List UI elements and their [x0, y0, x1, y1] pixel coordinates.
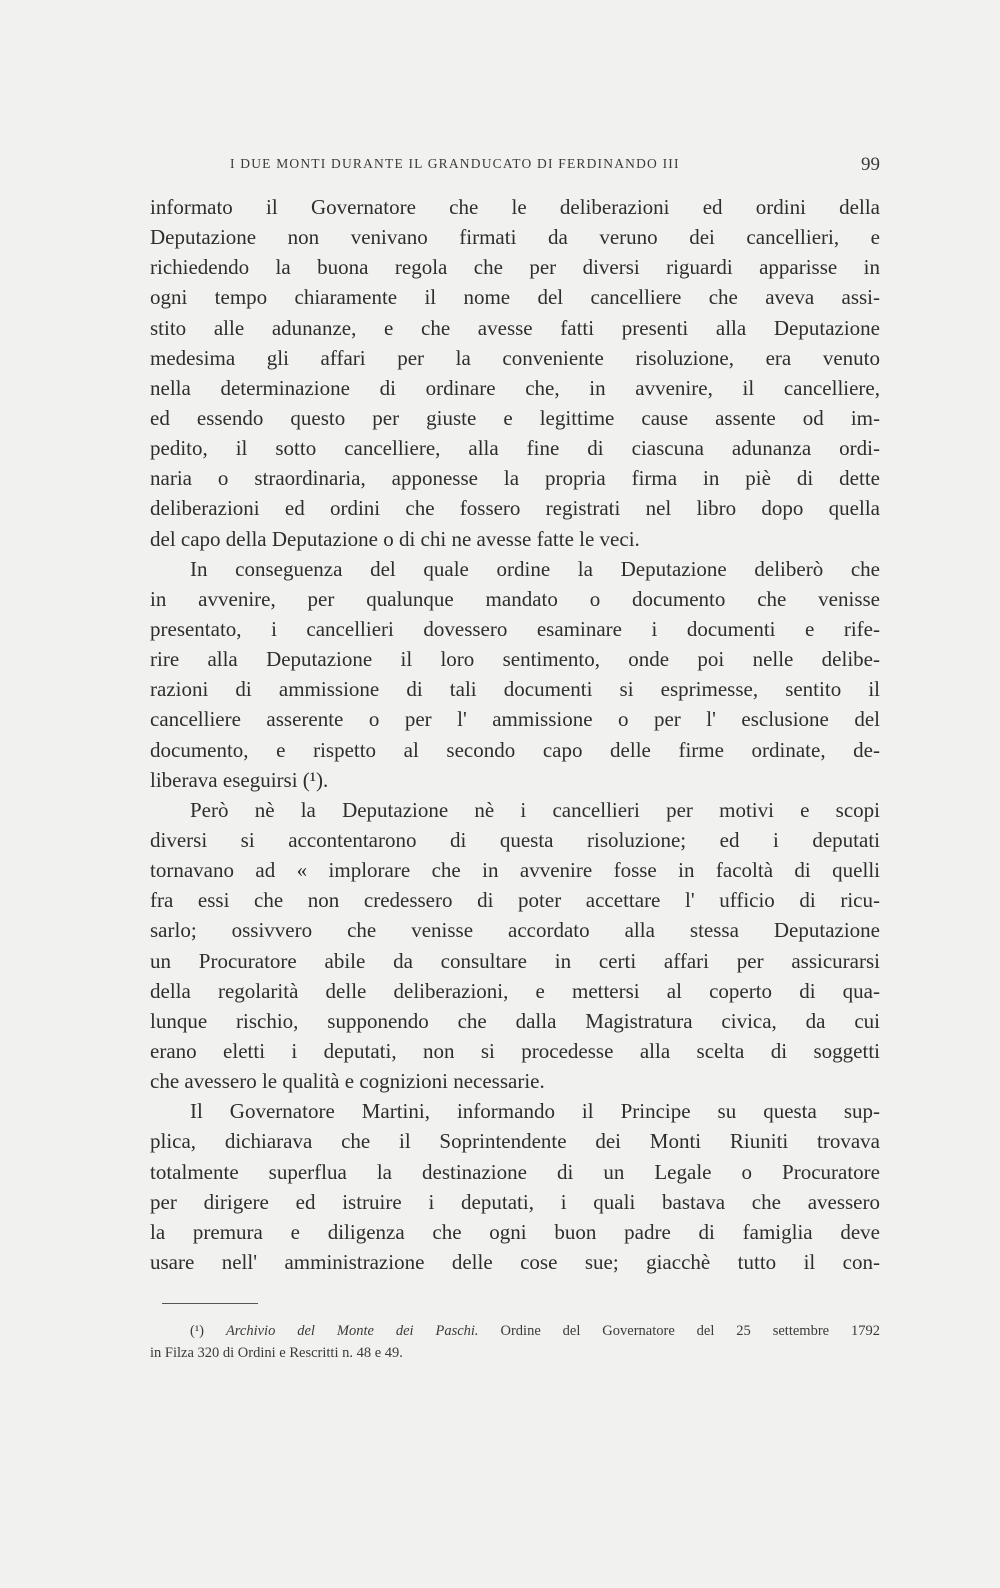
text-line: rire alla Deputazione il loro sentimento, onde poi nelle delibe-: [150, 647, 880, 672]
footnote-line: in Filza 320 di Ordini e Rescritti n. 48 e 49.: [150, 1345, 403, 1361]
text-line: in avvenire, per qualunque mandato o documento che venisse: [150, 586, 880, 611]
text-line: medesima gli affari per la conveniente risoluzione, era venuto: [150, 345, 880, 370]
text-line: pedito, il sotto cancelliere, alla fine di ciascuna adunanza ordi-: [150, 436, 880, 461]
text-line: deliberazioni ed ordini che fossero registrati nel libro dopo quella: [150, 496, 880, 521]
text-line: ed essendo questo per giuste e legittime cause assente od im-: [150, 405, 880, 430]
paragraph-start-line: Però nè la Deputazione nè i cancellieri per motivi e scopi: [190, 797, 880, 822]
text-line: presentato, i cancellieri dovessero esaminare i documenti e rife-: [150, 616, 880, 641]
text-line: razioni di ammissione di tali documenti si esprimesse, sentito il: [150, 677, 880, 702]
paragraph-start-line: In conseguenza del quale ordine la Deputazione deliberò che: [190, 556, 880, 581]
footnote-marker: (¹): [190, 1323, 205, 1339]
footnote-source: Archivio del Monte dei Paschi.: [225, 1323, 479, 1339]
text-line: un Procuratore abile da consultare in certi affari per assicurarsi: [150, 948, 880, 973]
text-line: plica, dichiarava che il Soprintendente dei Monti Riuniti trovava: [150, 1129, 880, 1154]
paragraph-end-line: liberava eseguirsi (¹).: [150, 767, 329, 792]
paragraph-end-line: del capo della Deputazione o di chi ne avesse fatte le veci.: [150, 526, 640, 551]
running-head: [150, 156, 880, 180]
text-line: stito alle adunanze, e che avesse fatti presenti alla Deputazione: [150, 315, 880, 340]
running-title: I DUE MONTI DURANTE IL GRANDUCATO DI FERDINANDO III: [230, 156, 680, 171]
text-line: Deputazione non venivano firmati da veruno dei cancellieri, e: [150, 225, 880, 250]
text-line: informato il Governatore che le deliberazioni ed ordini della: [150, 195, 880, 219]
text-line: totalmente superflua la destinazione di un Legale o Procuratore: [150, 1159, 880, 1184]
text-line: tornavano ad « implorare che in avvenire fosse in facoltà di quelli: [150, 858, 880, 883]
text-line: della regolarità delle deliberazioni, e mettersi al coperto di qua-: [150, 978, 880, 1003]
text-line: usare nell' amministrazione delle cose sue; giacchè tutto il con-: [150, 1249, 880, 1274]
paragraph-start-line: Il Governatore Martini, informando il Principe su questa sup-: [190, 1099, 880, 1124]
text-line: documento, e rispetto al secondo capo delle firme ordinate, de-: [150, 737, 880, 762]
text-line: cancelliere asserente o per l' ammissione o per l' esclusione del: [150, 707, 880, 732]
text-line: ogni tempo chiaramente il nome del cancelliere che aveva assi-: [150, 285, 880, 310]
text-line: la premura e diligenza che ogni buon padre di famiglia deve: [150, 1219, 880, 1244]
body-text: [150, 192, 880, 1277]
footnote-divider: [162, 1303, 258, 1304]
text-line: erano eletti i deputati, non si procedesse alla scelta di soggetti: [150, 1038, 880, 1063]
text-line: fra essi che non credessero di poter accettare l' ufficio di ricu-: [150, 888, 880, 913]
text-line: richiedendo la buona regola che per diversi riguardi apparisse in: [150, 255, 880, 280]
footnote-line: [150, 1320, 880, 1342]
paragraph-end-line: che avessero le qualità e cognizioni necessarie.: [150, 1069, 545, 1094]
text-line: per dirigere ed istruire i deputati, i quali bastava che avessero: [150, 1189, 880, 1214]
footnote-text: Ordine del Governatore del 25 settembre 1792: [500, 1323, 881, 1339]
text-line: diversi si accontentarono di questa risoluzione; ed i deputati: [150, 827, 880, 852]
text-line: nella determinazione di ordinare che, in avvenire, il cancelliere,: [150, 375, 880, 400]
text-line: sarlo; ossivvero che venisse accordato alla stessa Deputazione: [150, 918, 880, 943]
footnotes: [150, 1320, 880, 1364]
text-line: naria o straordinaria, apponesse la propria firma in piè di dette: [150, 466, 880, 491]
text-line: lunque rischio, supponendo che dalla Magistratura civica, da cui: [150, 1008, 880, 1033]
page-number: 99: [861, 154, 880, 175]
